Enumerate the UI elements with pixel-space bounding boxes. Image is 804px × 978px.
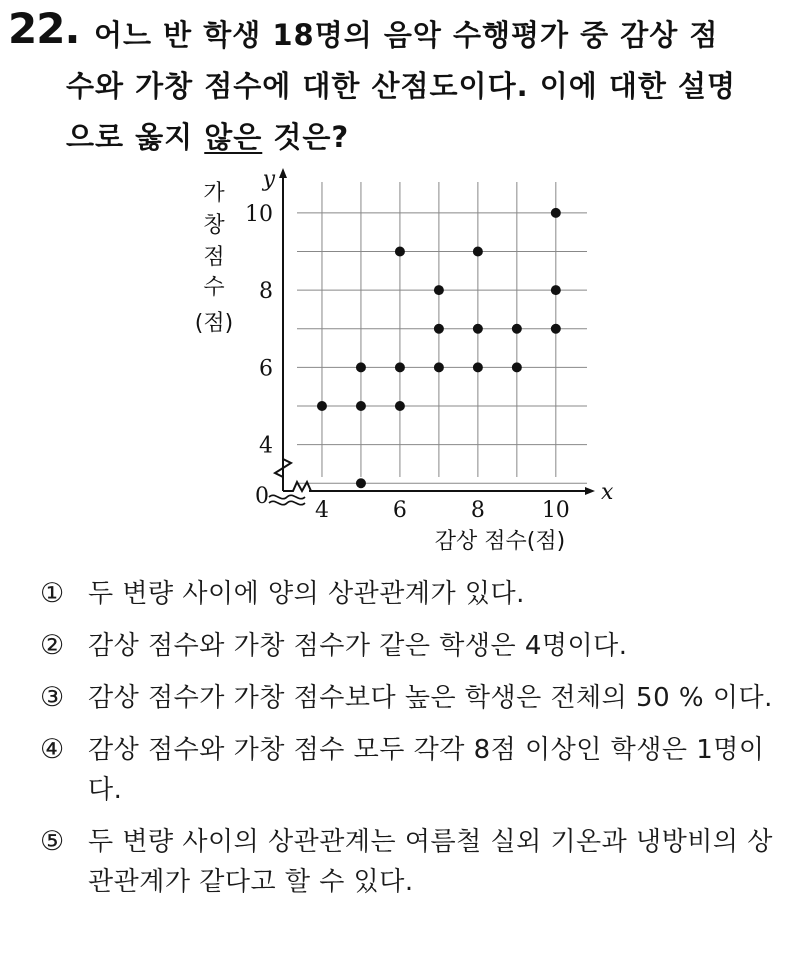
stem-line-2: 수와 가창 점수에 대한 산점도이다. 이에 대한 설명 [66,69,736,103]
y-axis-arrow [279,168,287,178]
chart-labels [195,167,614,554]
chart-axes [269,168,595,505]
choice-4-mark: ④ [40,734,65,765]
data-point [512,362,522,372]
data-point [473,362,483,372]
data-point [551,324,561,334]
x-axis-break [283,482,311,491]
horizontal-break-mark [269,495,305,504]
choice-3-text: 감상 점수가 가창 점수보다 높은 학생은 전체의 50 % 이다. [88,683,773,713]
y-axis-symbol: y [262,167,275,192]
choice-5[interactable] [40,822,780,902]
data-point [434,324,444,334]
y-axis-title-char: 점 [203,245,225,270]
data-point [551,285,561,295]
data-point [395,401,405,411]
choice-1-mark: ① [40,578,65,609]
y-axis-title-char: 창 [203,213,225,238]
y-tick-label: 8 [259,279,273,305]
data-point [473,324,483,334]
data-point [395,247,405,257]
x-axis-title: 감상 점수(점) [434,529,566,554]
x-tick-label: 8 [470,498,485,523]
choice-3-mark: ③ [40,682,65,713]
data-point [317,401,327,411]
data-point [551,208,561,218]
choice-4-text: 감상 점수와 가창 점수 모두 각각 8점 이상인 학생은 1명이다. [88,735,765,805]
y-tick-label: 6 [259,356,273,382]
x-axis-arrow [585,487,595,495]
y-tick-label: 10 [245,201,273,227]
choice-1[interactable] [40,574,780,614]
choice-2-text: 감상 점수와 가창 점수가 같은 학생은 4명이다. [88,631,628,661]
stem-underlined-word: 않은 [204,120,263,154]
y-tick-label: 4 [259,433,273,459]
data-point [434,362,444,372]
stem-line-3-post: 것은? [262,120,350,154]
y-axis-title-char: 가 [203,181,225,206]
x-tick-label: 4 [314,498,329,523]
choice-3[interactable] [40,678,780,718]
data-point [356,362,366,372]
choice-2[interactable] [40,626,780,666]
chart-grid [283,182,587,483]
choice-5-mark: ⑤ [40,826,65,857]
x-tick-label: 10 [541,498,570,523]
y-axis-title-char: 수 [203,275,225,300]
stem-line-3-pre: 으로 옳지 [66,120,205,154]
question-number: 22. [8,4,80,53]
data-point [434,285,444,295]
data-point [356,401,366,411]
stem-line-1: 어느 반 학생 18명의 음악 수행평가 중 감상 점 [94,18,719,52]
choice-5-text: 두 변량 사이의 상관관계는 여름철 실외 기온과 냉방비의 상관관계가 같다고 할 수 있다. [88,827,773,897]
data-point [395,362,405,372]
choice-2-mark: ② [40,630,65,661]
data-point [356,478,366,488]
x-axis-symbol: x [601,480,614,505]
choice-4[interactable] [40,730,780,810]
x-tick-label: 6 [392,498,407,523]
y-axis-title-char: (점) [194,311,234,336]
answer-choices [40,574,780,914]
data-point [512,324,522,334]
data-point [473,247,483,257]
origin-label: 0 [255,484,269,509]
choice-1-text: 두 변량 사이에 양의 상관관계가 있다. [88,579,525,609]
